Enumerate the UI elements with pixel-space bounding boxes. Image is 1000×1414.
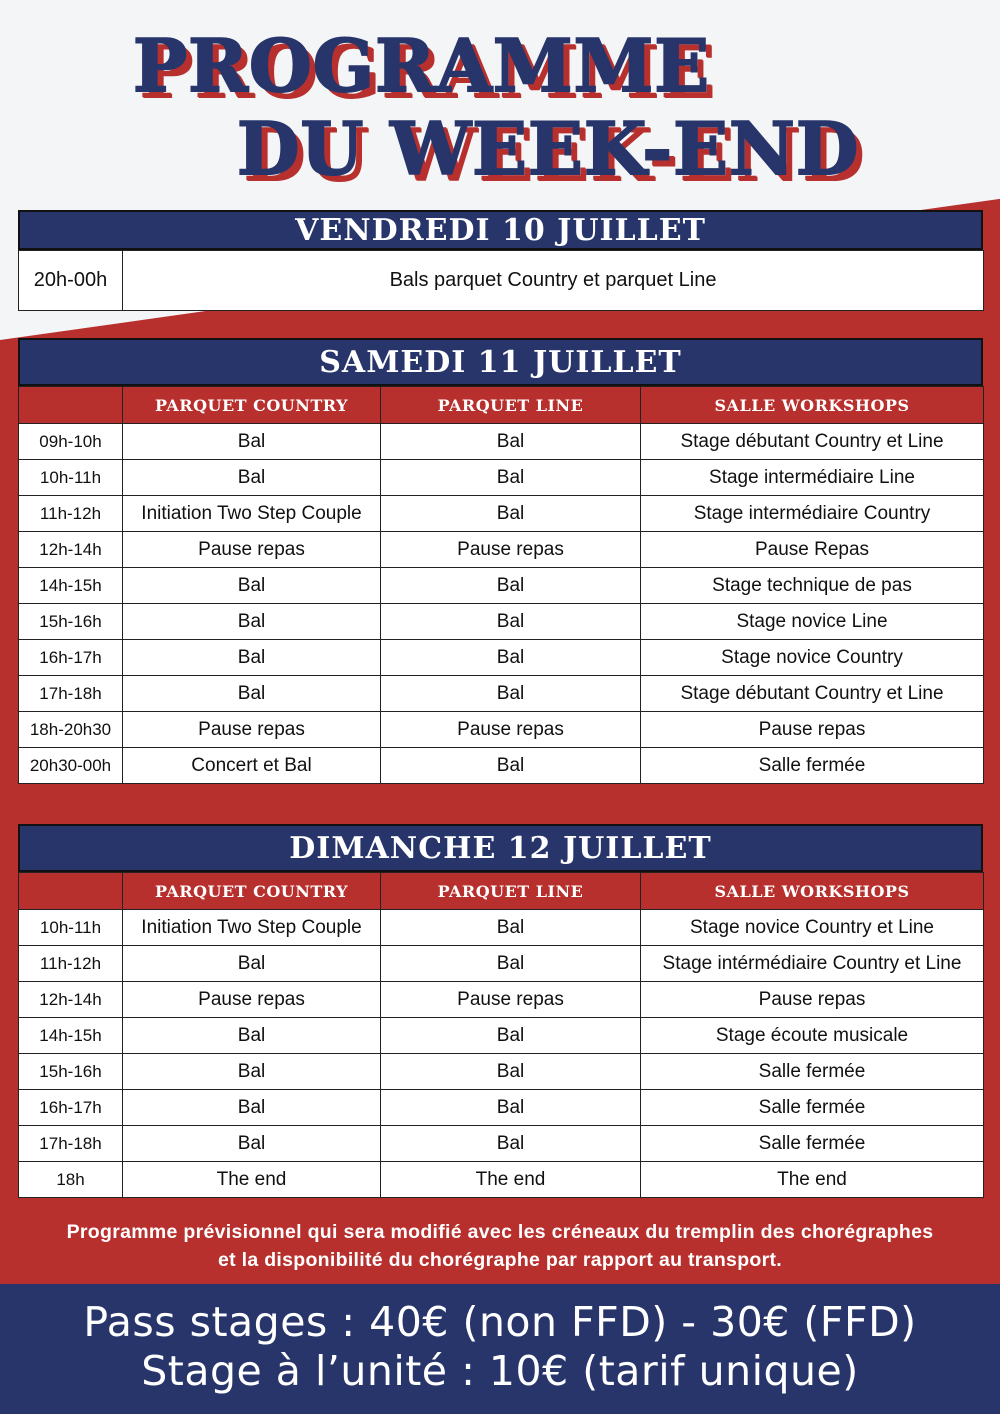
parquet-country-cell: Bal <box>123 1090 381 1126</box>
salle-workshops-cell: Stage débutant Country et Line <box>641 676 984 712</box>
time-cell: 20h30-00h <box>19 748 123 784</box>
parquet-country-cell: Concert et Bal <box>123 748 381 784</box>
column-header-parquet-country: PARQUET COUNTRY <box>123 387 381 424</box>
time-cell: 18h <box>19 1162 123 1198</box>
parquet-line-cell: Bal <box>381 496 641 532</box>
parquet-line-cell: Bal <box>381 676 641 712</box>
parquet-line-cell: Pause repas <box>381 712 641 748</box>
parquet-country-cell: Bal <box>123 676 381 712</box>
parquet-country-cell: Pause repas <box>123 712 381 748</box>
table-row <box>19 604 984 640</box>
time-cell: 10h-11h <box>19 910 123 946</box>
table-header-row <box>19 873 984 910</box>
table-row <box>19 946 984 982</box>
salle-workshops-cell: Stage novice Line <box>641 604 984 640</box>
parquet-line-cell: Bal <box>381 946 641 982</box>
parquet-country-cell: Bal <box>123 424 381 460</box>
time-cell: 18h-20h30 <box>19 712 123 748</box>
table-row <box>19 1162 984 1198</box>
salle-workshops-cell: Pause Repas <box>641 532 984 568</box>
time-cell: 14h-15h <box>19 1018 123 1054</box>
salle-workshops-cell: Stage écoute musicale <box>641 1018 984 1054</box>
disclaimer-line-1: Programme prévisionnel qui sera modifié avec les créneaux du tremplin des chorégraphes <box>66 1221 934 1243</box>
table-row <box>19 982 984 1018</box>
salle-workshops-cell: Salle fermée <box>641 1090 984 1126</box>
salle-workshops-cell: The end <box>641 1162 984 1198</box>
time-cell: 16h-17h <box>19 640 123 676</box>
sunday-header: DIMANCHE 12 JUILLET <box>18 824 983 872</box>
table-row <box>19 1126 984 1162</box>
table-row <box>19 1090 984 1126</box>
parquet-country-cell: The end <box>123 1162 381 1198</box>
parquet-country-cell: Initiation Two Step Couple <box>123 496 381 532</box>
parquet-line-cell: Bal <box>381 460 641 496</box>
disclaimer-note <box>0 1218 1000 1274</box>
salle-workshops-cell: Stage technique de pas <box>641 568 984 604</box>
parquet-line-cell: The end <box>381 1162 641 1198</box>
parquet-line-cell: Bal <box>381 568 641 604</box>
table-header-row <box>19 387 984 424</box>
salle-workshops-cell: Salle fermée <box>641 748 984 784</box>
parquet-line-cell: Bal <box>381 1018 641 1054</box>
disclaimer-line-2: et la disponibilité du chorégraphe par rapport au transport. <box>217 1249 783 1271</box>
time-cell: 20h-00h <box>19 251 123 311</box>
friday-header: VENDREDI 10 JUILLET <box>18 210 983 250</box>
saturday-section <box>18 338 983 784</box>
time-cell: 11h-12h <box>19 946 123 982</box>
pricing-line-1: Pass stages : 40€ (non FFD) - 30€ (FFD) <box>83 1298 917 1346</box>
table-row <box>19 568 984 604</box>
empty-header-cell <box>19 387 123 424</box>
parquet-country-cell: Bal <box>123 640 381 676</box>
salle-workshops-cell: Stage novice Country et Line <box>641 910 984 946</box>
parquet-country-cell: Bal <box>123 946 381 982</box>
salle-workshops-cell: Stage novice Country <box>641 640 984 676</box>
salle-workshops-cell: Pause repas <box>641 712 984 748</box>
time-cell: 17h-18h <box>19 1126 123 1162</box>
parquet-line-cell: Bal <box>381 748 641 784</box>
salle-workshops-cell: Stage intermédiaire Line <box>641 460 984 496</box>
table-row <box>19 676 984 712</box>
parquet-line-cell: Bal <box>381 604 641 640</box>
empty-header-cell <box>19 873 123 910</box>
table-row <box>19 712 984 748</box>
time-cell: 15h-16h <box>19 604 123 640</box>
parquet-line-cell: Bal <box>381 640 641 676</box>
salle-workshops-cell: Pause repas <box>641 982 984 1018</box>
parquet-line-cell: Bal <box>381 1054 641 1090</box>
parquet-line-cell: Pause repas <box>381 532 641 568</box>
parquet-country-cell: Bal <box>123 1054 381 1090</box>
time-cell: 12h-14h <box>19 532 123 568</box>
column-header-parquet-country: PARQUET COUNTRY <box>123 873 381 910</box>
table-row <box>19 251 984 311</box>
saturday-table <box>18 386 984 784</box>
time-cell: 10h-11h <box>19 460 123 496</box>
table-row <box>19 424 984 460</box>
table-row <box>19 748 984 784</box>
salle-workshops-cell: Salle fermée <box>641 1126 984 1162</box>
column-header-salle-workshops: SALLE WORKSHOPS <box>641 873 984 910</box>
parquet-line-cell: Bal <box>381 424 641 460</box>
time-cell: 09h-10h <box>19 424 123 460</box>
time-cell: 16h-17h <box>19 1090 123 1126</box>
parquet-country-cell: Bal <box>123 460 381 496</box>
salle-workshops-cell: Stage intérmédiaire Country et Line <box>641 946 984 982</box>
pricing-line-2: Stage à l’unité : 10€ (tarif unique) <box>141 1347 859 1395</box>
parquet-country-cell: Pause repas <box>123 532 381 568</box>
table-row <box>19 910 984 946</box>
column-header-parquet-line: PARQUET LINE <box>381 387 641 424</box>
time-cell: 17h-18h <box>19 676 123 712</box>
time-cell: 12h-14h <box>19 982 123 1018</box>
parquet-line-cell: Bal <box>381 1090 641 1126</box>
time-cell: 14h-15h <box>19 568 123 604</box>
time-cell: 11h-12h <box>19 496 123 532</box>
parquet-country-cell: Bal <box>123 568 381 604</box>
page-title-line-1: PROGRAMME <box>133 23 711 108</box>
table-row <box>19 460 984 496</box>
parquet-country-cell: Bal <box>123 1126 381 1162</box>
parquet-country-cell: Pause repas <box>123 982 381 1018</box>
column-header-salle-workshops: SALLE WORKSHOPS <box>641 387 984 424</box>
page-title-line-2: DU WEEK-END <box>237 106 860 191</box>
parquet-line-cell: Bal <box>381 910 641 946</box>
activity-cell: Bals parquet Country et parquet Line <box>123 251 984 311</box>
time-cell: 15h-16h <box>19 1054 123 1090</box>
pricing-footer <box>0 1284 1000 1414</box>
friday-table <box>18 250 984 311</box>
salle-workshops-cell: Salle fermée <box>641 1054 984 1090</box>
parquet-country-cell: Bal <box>123 1018 381 1054</box>
sunday-section <box>18 824 983 1198</box>
sunday-table <box>18 872 984 1198</box>
parquet-country-cell: Bal <box>123 604 381 640</box>
parquet-line-cell: Pause repas <box>381 982 641 1018</box>
table-row <box>19 1018 984 1054</box>
table-row <box>19 532 984 568</box>
salle-workshops-cell: Stage intermédiaire Country <box>641 496 984 532</box>
table-row <box>19 496 984 532</box>
column-header-parquet-line: PARQUET LINE <box>381 873 641 910</box>
parquet-country-cell: Initiation Two Step Couple <box>123 910 381 946</box>
saturday-header: SAMEDI 11 JUILLET <box>18 338 983 386</box>
table-row <box>19 1054 984 1090</box>
salle-workshops-cell: Stage débutant Country et Line <box>641 424 984 460</box>
friday-section <box>18 210 983 311</box>
parquet-line-cell: Bal <box>381 1126 641 1162</box>
table-row <box>19 640 984 676</box>
